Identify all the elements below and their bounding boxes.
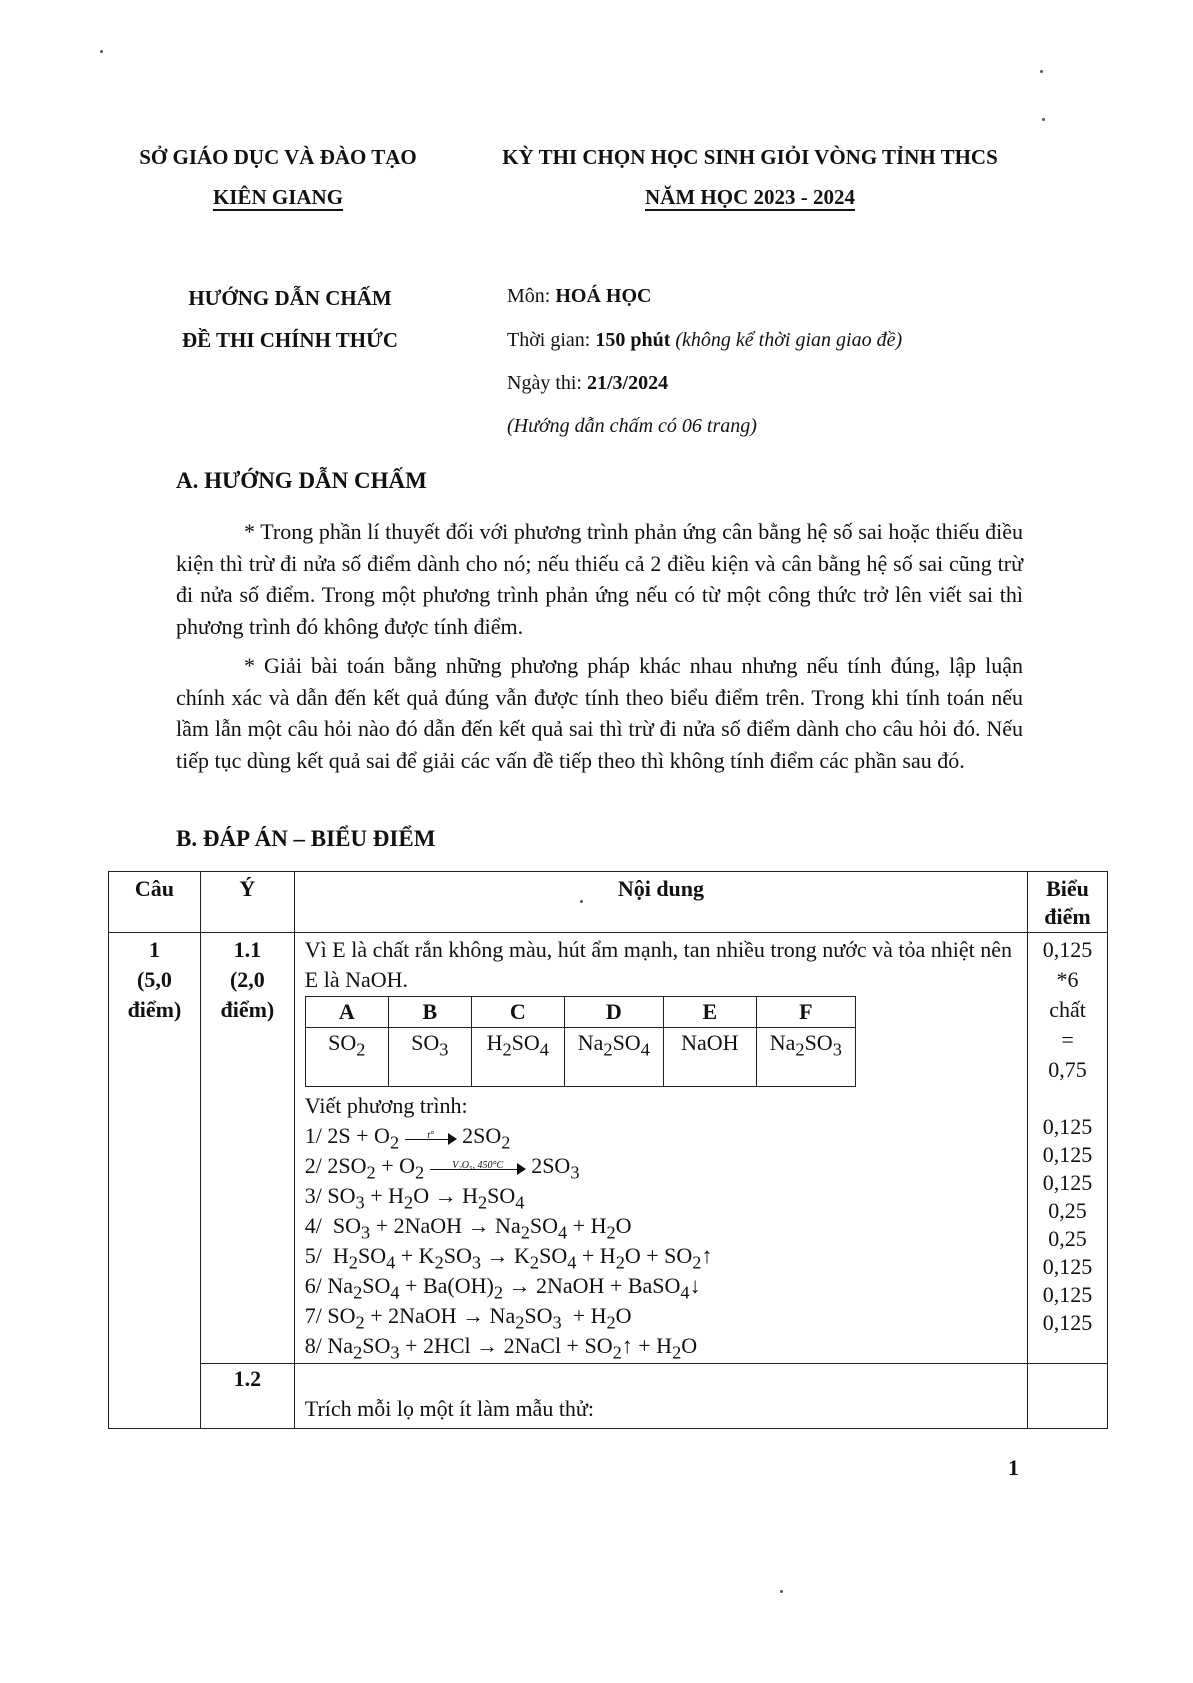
equation-score-6: 0,125	[1042, 1254, 1093, 1279]
province-name	[118, 185, 438, 210]
doc-type-line1: HƯỚNG DẪN CHẤM	[188, 286, 392, 310]
school-year	[470, 185, 1030, 210]
substance-header-a: A	[305, 997, 388, 1028]
page-number: 1	[1008, 1455, 1019, 1480]
equation-score-8: 0,125	[1042, 1310, 1093, 1335]
equation-scores	[1028, 1113, 1107, 1337]
table-row-q1-2	[109, 1364, 1108, 1429]
equation-score-1: 0,125	[1042, 1114, 1093, 1139]
cell-cau-1: 1 (5,0 điểm)	[109, 933, 201, 1429]
equation-list	[305, 1121, 1019, 1363]
cell-score-1-1: 0,125 *6 chất = 0,75 0,125 0,125 0,125 0,25 0,25 0,125 0,125 0,125	[1028, 933, 1108, 1364]
substance-header-e: E	[663, 997, 756, 1028]
equation-score-7: 0,125	[1042, 1282, 1093, 1307]
cell-content-1-1	[294, 933, 1027, 1364]
subject-line	[507, 285, 651, 308]
equation-7: 7/ $SO_2$ + 2NaOH → $Na_2SO_3 + H_2O$	[304, 1303, 632, 1333]
equation-5: 5/ $H_2SO_4 + K_2SO_3 \to K_2SO_4 + H_2O$ + $SO_2↑$	[304, 1243, 713, 1273]
header-noidung: Nội dung	[294, 872, 1027, 933]
exam-title: KỲ THI CHỌN HỌC SINH GIỎI VÒNG TỈNH THCS	[502, 145, 998, 169]
cell-score-1-2	[1028, 1364, 1108, 1429]
write-equations-label: Viết phương trình:	[304, 1093, 468, 1118]
answer-table	[108, 871, 1108, 1429]
section-a-para2: * Giải bài toán bằng những phương pháp khác nhau nhưng nếu tính đúng, lập luận chính xác và dẫn đến kết quả đúng vẫn được tính theo biểu điểm trên. Trong khi tính toán nếu lầm lẫn một câu hỏi nào đó dẫn đến kết quả sai thì trừ đi nửa số điểm dành cho câu hỏi đó. Nếu tiếp tục dùng kết quả sai để giải các vấn đề tiếp theo thì không tính điểm các phần sau đó.	[176, 653, 1023, 773]
section-b-title: B. ĐÁP ÁN – BIỂU ĐIỂM	[176, 826, 436, 851]
table-row-q1-1	[109, 933, 1108, 1364]
substance-header-f: F	[756, 997, 855, 1028]
substance-value-b: $SO_3$	[388, 1028, 471, 1087]
equation-3: 3/ $SO_3 + H_2O \to H_2SO_4$	[304, 1183, 525, 1213]
equation-8: 8/ $Na_2SO_3 + 2HCl$ → 2NaCl + $SO_2↑ + H_2O$	[304, 1333, 698, 1363]
scan-speck	[1042, 118, 1045, 121]
equation-4: 4/ $SO_3$ + 2NaOH → $Na_2SO_4 + H_2O$	[304, 1213, 632, 1243]
substance-table	[305, 996, 856, 1087]
province-name-text: KIÊN GIANG	[212, 185, 344, 209]
subject-label: Môn:	[507, 285, 556, 307]
cell-y-1-1: 1.1 (2,0 điểm)	[200, 933, 294, 1364]
q1-intro: Vì E là chất rắn không màu, hút ẩm mạnh, tan nhiều trong nước và tỏa nhiệt nên E là NaOH.	[304, 937, 1012, 992]
school-year-text: NĂM HỌC 2023 - 2024	[645, 185, 855, 209]
equation-score-4: 0,25	[1048, 1198, 1087, 1223]
header-bieudiem: Biểu điểm	[1028, 872, 1108, 933]
header-y: Ý	[200, 872, 294, 933]
pages-note: (Hướng dẫn chấm có 06 trang)	[507, 415, 757, 437]
header-cau: Câu	[109, 872, 201, 933]
substance-header-row	[305, 997, 855, 1028]
time-label: Thời gian:	[507, 329, 596, 351]
equation-2: 2/ $2SO_2 + O_2$ V₂O₅, 450°C $2SO_3$	[304, 1153, 580, 1183]
scan-speck	[100, 50, 103, 53]
scan-speck	[780, 1590, 783, 1593]
time-note: (không kể thời gian giao đề)	[675, 329, 903, 351]
cell-y-1-2: 1.2	[200, 1364, 294, 1429]
equation-6: 6/ $Na_2SO_4 + Ba(OH)_2$ → 2NaOH + BaSO$_4$↓	[304, 1273, 701, 1303]
equation-1: 1/ $2S + O_2$ t° $2SO_2$	[304, 1123, 511, 1153]
reaction-arrow: t°	[405, 1131, 457, 1145]
time-line	[507, 329, 902, 352]
table-header-row	[109, 872, 1108, 933]
substance-value-c: $H_2SO_4$	[471, 1028, 564, 1087]
substance-header-c: C	[471, 997, 564, 1028]
department-name: SỞ GIÁO DỤC VÀ ĐÀO TẠO	[139, 145, 417, 169]
substance-value-e: NaOH	[663, 1028, 756, 1087]
equation-score-3: 0,125	[1042, 1170, 1093, 1195]
date-label: Ngày thi:	[507, 372, 587, 394]
substance-header-b: B	[388, 997, 471, 1028]
subject-value: HOÁ HỌC	[555, 285, 652, 307]
scan-speck	[1040, 70, 1043, 73]
section-a-para1: * Trong phần lí thuyết đối với phương trình phản ứng cân bằng hệ số sai hoặc thiếu điều kiện thì trừ đi nửa số điểm dành cho nó; nếu thiếu cả 2 điều kiện và cân bằng hệ số sai cũng trừ đi nửa số điểm. Trong một phương trình phản ứng nếu có từ một công thức trở lên viết sai thì phương trình đó không được tính điểm.	[176, 519, 1023, 639]
time-value: 150 phút	[595, 329, 671, 351]
substance-value-a: $SO_2$	[305, 1028, 388, 1087]
doc-type-line2: ĐỀ THI CHÍNH THỨC	[181, 328, 399, 352]
equation-score-5: 0,25	[1048, 1226, 1087, 1251]
substance-header-d: D	[564, 997, 663, 1028]
substance-value-f: $Na_2SO_3$	[756, 1028, 855, 1087]
date-value: 21/3/2024	[587, 372, 669, 394]
substance-value-d: $Na_2SO_4$	[564, 1028, 663, 1087]
equation-score-2: 0,125	[1042, 1142, 1093, 1167]
substance-value-row	[305, 1028, 855, 1087]
cell-content-1-2: Trích mỗi lọ một ít làm mẫu thử:	[294, 1364, 1027, 1429]
scan-speck	[580, 900, 583, 903]
section-a-title: A. HƯỚNG DẪN CHẤM	[176, 468, 427, 493]
date-line	[507, 372, 668, 395]
reaction-arrow: V₂O₅, 450°C	[430, 1161, 526, 1175]
